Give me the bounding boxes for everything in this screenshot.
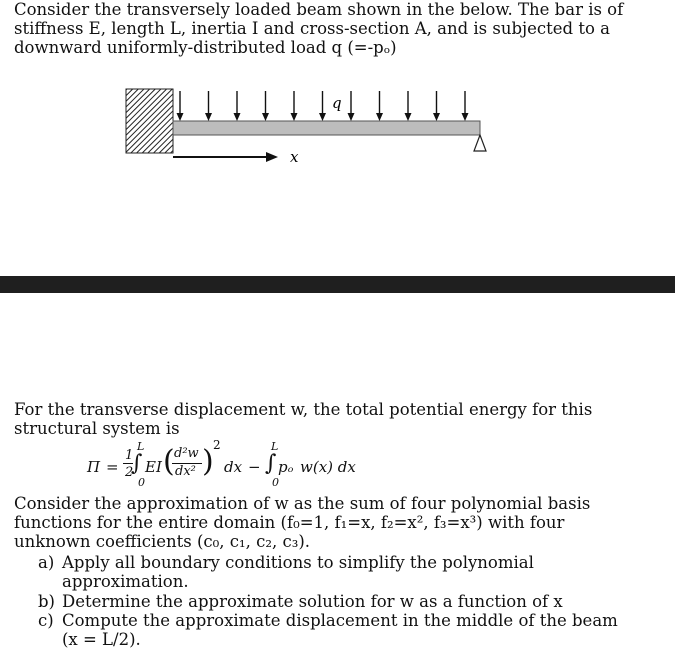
question-a (38, 553, 626, 591)
question-a-line-2: approximation. (62, 572, 189, 591)
intro-paragraph (14, 0, 626, 57)
dx2-denominator: dx² (175, 464, 196, 479)
minus-sign: − (248, 458, 261, 476)
roller-support (474, 135, 486, 151)
load-arrow-head (234, 113, 241, 121)
x-axis-label: x (290, 148, 299, 166)
d2w-numerator: d²w (174, 446, 199, 461)
load-arrow-head (262, 113, 269, 121)
dx-term: dx (224, 458, 243, 476)
intro-line-2: stiffness E, length L, inertia I and cross-section A, and is subjected to a (14, 19, 611, 38)
load-arrow-head (291, 113, 298, 121)
question-a-label: a) (38, 553, 55, 572)
energy-line-2: structural system is (14, 419, 180, 438)
question-b-label: b) (38, 592, 55, 611)
question-c-line-1: Compute the approximate displacement in the middle of the beam (62, 611, 618, 630)
load-arrow-head (376, 113, 383, 121)
pi-symbol: Π (87, 458, 101, 476)
integral-lower-limit: 0 (138, 476, 145, 489)
load-arrow-head (177, 113, 184, 121)
approx-line-1: Consider the approximation of w as the sum of four polynomial basis (14, 494, 591, 513)
beam-figure (120, 84, 500, 174)
question-a-line-1: Apply all boundary conditions to simplify the polynomial (62, 553, 534, 572)
square-exponent: 2 (213, 438, 221, 452)
integral2-lower-limit: 0 (272, 476, 279, 489)
load-arrow-head (348, 113, 355, 121)
paren-close: ) (202, 444, 214, 479)
integral-upper-limit: L (137, 440, 145, 453)
integral2-upper-limit: L (271, 440, 279, 453)
question-b (38, 592, 626, 611)
energy-line-1: For the transverse displacement w, the total potential energy for this (14, 400, 593, 419)
potential-energy-equation (60, 438, 560, 490)
eq-sign: = (106, 458, 119, 476)
question-b-text: Determine the approximate solution for w as a function of x (62, 592, 563, 611)
fixed-support (126, 89, 173, 153)
wx-term: w(x) dx (300, 458, 356, 476)
ei-term: EI (145, 458, 162, 476)
half-denominator: 2 (125, 465, 134, 480)
load-arrow-head (319, 113, 326, 121)
po-term: pₒ (278, 458, 294, 476)
energy-paragraph (14, 400, 626, 438)
question-c-label: c) (38, 611, 54, 630)
load-arrow-head (433, 113, 440, 121)
approx-line-2: functions for the entire domain (f₀=1, f₁=x, f₂=x², f₃=x³) with four (14, 513, 565, 532)
load-arrow-head (405, 113, 412, 121)
x-axis-arrowhead (266, 152, 278, 162)
load-arrow-head (462, 113, 469, 121)
half-numerator: 1 (125, 448, 134, 463)
approx-line-3: unknown coefficients (c₀, c₁, c₂, c₃). (14, 532, 311, 551)
integral-sign: ∫ (131, 451, 143, 476)
load-arrow-head (205, 113, 212, 121)
intro-line-1: Consider the transversely loaded beam shown in the below. The bar is of (14, 0, 624, 19)
question-c (38, 611, 626, 649)
beam (173, 121, 480, 135)
question-c-line-2: (x = L/2). (62, 630, 141, 649)
intro-line-3: downward uniformly-distributed load q (=-pₒ) (14, 38, 397, 57)
load-arrows (177, 91, 469, 121)
section-divider (0, 276, 675, 293)
paren-open: ( (163, 444, 175, 479)
load-label: q (332, 94, 342, 112)
approximation-paragraph (14, 494, 626, 551)
integral2-sign: ∫ (265, 451, 277, 476)
